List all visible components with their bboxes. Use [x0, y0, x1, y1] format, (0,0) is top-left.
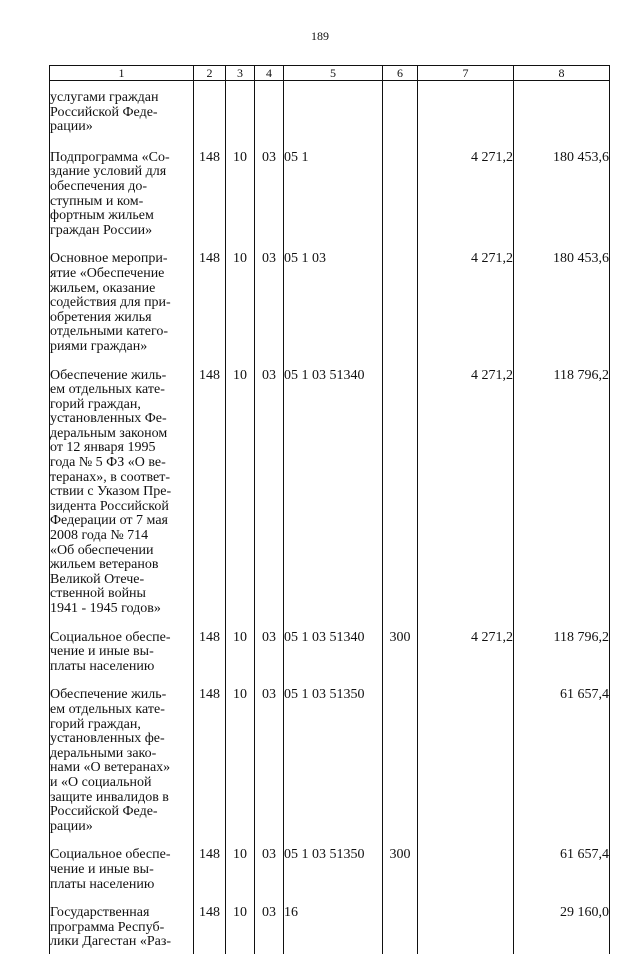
row-cell-5: 05 1 03 — [284, 252, 383, 368]
table-row — [50, 906, 610, 954]
column-header-1: 1 — [50, 66, 194, 81]
row-cell-6 — [383, 369, 418, 631]
row-cell-5: 05 1 03 51340 — [284, 631, 383, 689]
row-name-cell — [50, 151, 194, 253]
header-row — [50, 66, 610, 81]
row-name: Обеспечение жиль- ем отдельных кате- горий граждан, установленных Фе- деральным законом от 12 января 1995 года № 5 ФЗ «О ве- теранах», в соответ- ствии с Указом Пре- зидента Российской Федерации от 7 мая 2008 года № 714 «Об обеспечении жильем ветеранов Великой Отече- ственной войны 1941 - 1945 годов» — [50, 367, 172, 616]
row-cell-4: 03 — [255, 848, 284, 906]
row-cell-8: 118 796,2 — [514, 631, 610, 689]
row-cell-2: 148 — [194, 906, 226, 954]
row-cell-4: 03 — [255, 369, 284, 631]
column-header-2: 2 — [194, 66, 226, 81]
row-cell-5: 16 — [284, 906, 383, 954]
row-cell-7: 4 271,2 — [418, 252, 514, 368]
row-name: Основное меропри- ятие «Обеспечение жильем, оказание содействия для при- обретения жилья отдельными катего- риями граждан» — [50, 251, 171, 354]
row-cell-8: 180 453,6 — [514, 151, 610, 253]
row-cell-6: 300 — [383, 848, 418, 906]
row-cell-5 — [284, 81, 383, 151]
column-header-6: 6 — [383, 66, 418, 81]
column-header-5: 5 — [284, 66, 383, 81]
row-cell-7 — [418, 906, 514, 954]
table-row — [50, 252, 610, 368]
row-cell-4: 03 — [255, 688, 284, 848]
row-name-cell — [50, 631, 194, 689]
table-row — [50, 848, 610, 906]
page-number: 189 — [311, 29, 329, 43]
row-name-cell — [50, 906, 194, 954]
row-cell-6 — [383, 688, 418, 848]
row-cell-2: 148 — [194, 252, 226, 368]
row-name-cell — [50, 252, 194, 368]
row-cell-4: 03 — [255, 252, 284, 368]
row-cell-2: 148 — [194, 369, 226, 631]
row-cell-3: 10 — [226, 631, 255, 689]
row-cell-2: 148 — [194, 151, 226, 253]
table-row — [50, 151, 610, 253]
row-cell-8 — [514, 81, 610, 151]
column-header-8: 8 — [514, 66, 610, 81]
column-header-7: 7 — [418, 66, 514, 81]
row-cell-6 — [383, 252, 418, 368]
table-row — [50, 81, 610, 151]
row-cell-3: 10 — [226, 688, 255, 848]
budget-table — [49, 65, 610, 954]
row-cell-7: 4 271,2 — [418, 369, 514, 631]
row-name-cell — [50, 688, 194, 848]
row-name: Социальное обеспе- чение и иные вы- платы населению — [50, 629, 171, 674]
row-cell-7 — [418, 81, 514, 151]
row-cell-6: 300 — [383, 631, 418, 689]
row-cell-2: 148 — [194, 631, 226, 689]
row-name: Социальное обеспе- чение и иные вы- платы населению — [50, 847, 171, 892]
row-cell-7 — [418, 848, 514, 906]
table-row — [50, 688, 610, 848]
row-cell-8: 61 657,4 — [514, 688, 610, 848]
row-cell-7 — [418, 688, 514, 848]
row-cell-5: 05 1 03 51350 — [284, 848, 383, 906]
table-row — [50, 369, 610, 631]
row-cell-7: 4 271,2 — [418, 151, 514, 253]
row-cell-2: 148 — [194, 688, 226, 848]
row-name: Подпрограмма «Со- здание условий для обеспечения до- ступным и ком- фортным жильем граждан России» — [50, 149, 170, 238]
row-cell-3 — [226, 81, 255, 151]
row-cell-3: 10 — [226, 906, 255, 954]
column-header-4: 4 — [255, 66, 284, 81]
row-cell-7: 4 271,2 — [418, 631, 514, 689]
row-cell-4 — [255, 81, 284, 151]
row-cell-4: 03 — [255, 631, 284, 689]
row-cell-8: 29 160,0 — [514, 906, 610, 954]
row-name-cell — [50, 369, 194, 631]
row-cell-2: 148 — [194, 848, 226, 906]
row-cell-5: 05 1 — [284, 151, 383, 253]
column-header-3: 3 — [226, 66, 255, 81]
row-cell-6 — [383, 906, 418, 954]
row-cell-6 — [383, 151, 418, 253]
row-cell-4: 03 — [255, 906, 284, 954]
row-cell-3: 10 — [226, 252, 255, 368]
row-cell-5: 05 1 03 51350 — [284, 688, 383, 848]
row-name: услугами граждан Российской Феде- рации» — [50, 90, 159, 135]
row-name: Обеспечение жиль- ем отдельных кате- горий граждан, установленных фе- деральными зако- нами «О ветеранах» и «О социальной защите инвалидов в Российской Феде- рации» — [50, 687, 171, 834]
row-name-cell — [50, 81, 194, 151]
row-cell-5: 05 1 03 51340 — [284, 369, 383, 631]
row-cell-8: 118 796,2 — [514, 369, 610, 631]
row-cell-6 — [383, 81, 418, 151]
row-cell-3: 10 — [226, 369, 255, 631]
row-cell-8: 180 453,6 — [514, 252, 610, 368]
row-cell-8: 61 657,4 — [514, 848, 610, 906]
row-cell-4: 03 — [255, 151, 284, 253]
row-cell-3: 10 — [226, 848, 255, 906]
table-row — [50, 631, 610, 689]
row-cell-3: 10 — [226, 151, 255, 253]
row-name: Государственная программа Респуб- лики Дагестан «Раз- — [50, 905, 172, 950]
row-name-cell — [50, 848, 194, 906]
row-cell-2 — [194, 81, 226, 151]
